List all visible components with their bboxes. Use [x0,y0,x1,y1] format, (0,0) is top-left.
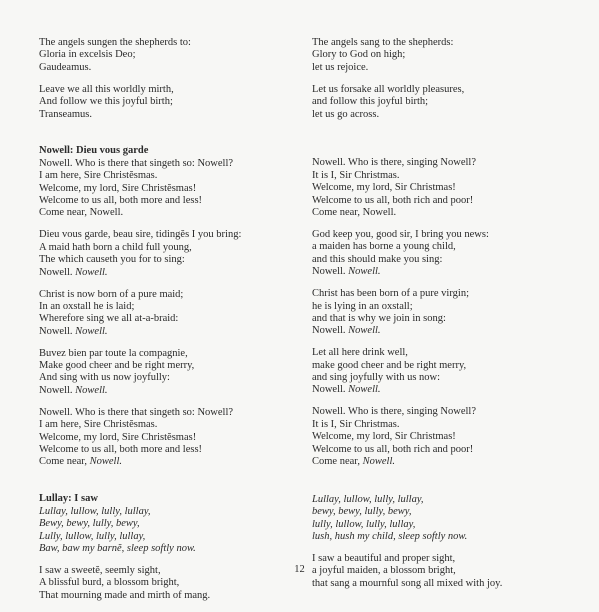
verse-text: Come near, [312,455,360,467]
stanza [312,406,582,468]
verse-line: Gloria in excelsis Deo; [39,49,136,61]
verse-line: Welcome to us all, both rich and poor! [312,194,474,206]
response-text: Nowell. [348,384,381,396]
stanza [39,84,294,121]
stanza [312,347,582,397]
verse-line: In an oxstall he is laid; [39,300,135,312]
verse-line: I saw a sweetĕ, seemly sight, [39,564,161,576]
stanza [312,157,582,219]
verse-line: Christ has been born of a pure virgin; [312,288,469,300]
verse-line [39,385,294,397]
verse-text: Nowell. [312,325,346,337]
verse-line: Wherefore sing we all at-a-braid: [39,313,179,325]
verse-text: Nowell. [312,266,346,278]
verse-line: and this should make you sing: [312,253,443,265]
verse-line: lully, lullow, lully, lullay, [312,518,416,530]
stanza [39,229,294,279]
verse-line: Come near, Nowell. [39,207,124,219]
verse-text: Nowell. [312,384,346,396]
verse-line: let us rejoice. [312,61,369,73]
verse-text: Nowell. [39,266,73,278]
verse-line: and sing joyfully with us now: [312,372,441,384]
translation-column [312,37,582,600]
verse-line: bewy, bewy, lully, bewy, [312,506,412,518]
verse-line: Let us forsake all worldly pleasures, [312,83,465,95]
response-text: Nowell. [75,266,108,278]
verse-line: Welcome, my lord, Sire Christĕsmas! [39,182,197,194]
verse-line: Nowell. Who is there that singeth so: Nowell? [39,406,234,418]
verse-text: Come near, [39,456,87,468]
verse-line: Nowell. Who is there that singeth so: Nowell? [39,157,234,169]
stanza [39,37,294,74]
verse-line [312,456,582,468]
verse-line: And follow we this joyful birth; [39,96,173,108]
response-text: Nowell. [75,384,108,396]
response-text: Nowell. [348,325,381,337]
verse-line: that sang a mournful song all mixed with joy. [312,577,503,589]
verse-line: and follow this joyful birth; [312,96,429,108]
stanza [39,348,294,398]
verse-line: Welcome, my lord, Sir Christmas! [312,431,456,443]
verse-line: Let all here drink well, [312,347,408,359]
verse-line: That mourning made and mirth of mang. [39,589,211,601]
verse-line: Leave we all this worldly mirth, [39,83,174,95]
response-text: Nowell. [89,456,122,468]
verse-line: Transeamus. [39,108,92,120]
stanza [39,158,294,220]
verse-line: Baw, baw my barnĕ, sleep softly now. [39,542,196,554]
verse-line: Make good cheer and be right merry, [39,360,195,372]
verse-line: I saw a beautiful and proper sight, [312,553,456,564]
verse-line [312,384,582,396]
verse-line: God keep you, good sir, I bring you news: [312,228,489,240]
verse-line: I am here, Sire Christĕsmas. [39,170,158,182]
response-text: Nowell. [75,325,108,337]
response-text: Nowell. [362,455,395,467]
stanza [39,407,294,469]
verse-line: A maid hath born a child full young, [39,241,192,253]
verse-line: Buvez bien par toute la compagnie, [39,347,188,359]
verse-line [312,266,582,278]
verse-line: A blissful burd, a blossom bright, [39,577,180,589]
verse-line: Welcome to us all, both rich and poor! [312,443,474,455]
verse-line: The angels sungen the shepherds to: [39,37,191,48]
refrain-stanza [312,494,582,544]
verse-line: The which causeth you for to sing: [39,254,185,266]
verse-line: lush, hush my child, sleep softly now. [312,531,468,543]
verse-line: and that is why we join in song: [312,312,446,324]
verse-text: Nowell. [39,325,73,337]
verse-line [39,326,294,338]
page-number: 12 [294,564,305,575]
verse-line: It is I, Sir Christmas. [312,169,400,181]
verse-line: Glory to God on high; [312,49,406,61]
verse-line: Lullay, lullow, lully, lullay, [312,493,424,505]
stanza [312,84,582,121]
stanza [312,229,582,279]
stanza [312,288,582,338]
verse-line: let us go across. [312,108,380,120]
verse-line: Dieu vous garde, beau sire, tidingĕs I you bring: [39,229,242,241]
stanza [312,37,582,74]
verse-line: I am here, Sire Christĕsmas. [39,419,158,431]
response-text: Nowell. [348,266,381,278]
original-text-column [39,37,294,612]
verse-line [312,325,582,337]
verse-line: Welcome, my lord, Sire Christĕsmas! [39,431,197,443]
verse-line: Bewy, bewy, lully, bewy, [39,518,140,530]
verse-line: And sing with us now joyfully: [39,372,170,384]
song-title: Nowell: Dieu vous garde [39,145,149,157]
verse-line: Come near, Nowell. [312,207,397,219]
verse-line: Welcome to us all, both more and less! [39,443,203,455]
verse-text: Nowell. [39,384,73,396]
song-title: Lullay: I saw [39,493,98,505]
verse-line [39,267,294,279]
verse-line: a maiden has borne a young child, [312,241,456,253]
verse-line: Christ is now born of a pure maid; [39,288,184,300]
verse-line: he is lying in an oxstall; [312,300,413,312]
verse-line: Welcome, my lord, Sir Christmas! [312,182,456,194]
verse-line: Nowell. Who is there, singing Nowell? [312,406,476,418]
verse-line: Lully, lullow, lully, lullay, [39,530,146,542]
stanza [39,289,294,339]
verse-line: a joyful maiden, a blossom bright, [312,565,456,577]
verse-line: make good cheer and be right merry, [312,359,467,371]
verse-line: Gaudeamus. [39,61,92,73]
verse-line: Welcome to us all, both more and less! [39,195,203,207]
verse-line: Lullay, lullow, lully, lullay, [39,505,151,517]
verse-line [39,456,294,468]
verse-line: The angels sang to the shepherds: [312,37,454,48]
verse-line: It is I, Sir Christmas. [312,418,400,430]
refrain-stanza [39,506,294,556]
verse-line: Nowell. Who is there, singing Nowell? [312,157,476,169]
